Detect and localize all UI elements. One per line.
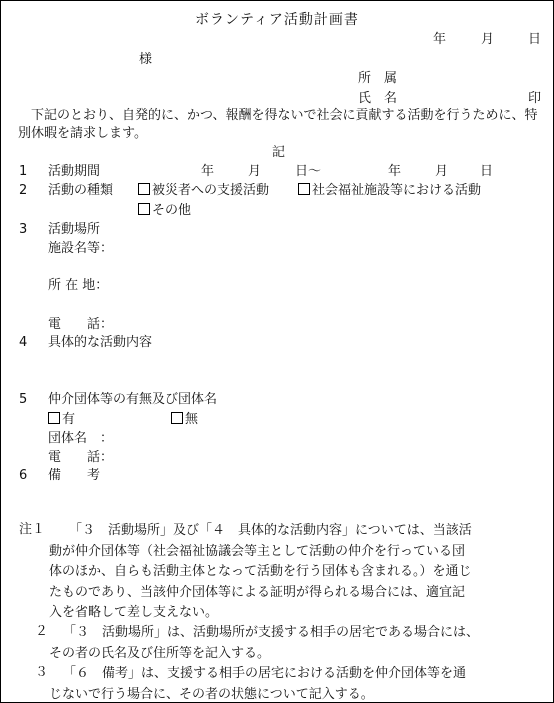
date-day-label: 日 xyxy=(528,32,542,47)
affiliation-label: 所 属 xyxy=(358,71,398,86)
intro-paragraph: 下記のとおり、自発的に、かつ、報酬を得ないで社会に貢献する活動を行うために、特別休暇を請求します。 xyxy=(18,108,538,141)
item-number: 2 xyxy=(19,183,28,198)
date-year-label: 年 xyxy=(433,32,447,47)
intermediary-no[interactable]: 無 xyxy=(171,411,198,429)
period-label: 活動期間 xyxy=(48,164,101,179)
remarks-label: 備 考 xyxy=(48,468,101,483)
group-phone-label: 電 話： xyxy=(48,450,114,465)
item-number: 6 xyxy=(19,468,28,483)
addressee-suffix: 様 xyxy=(139,52,153,67)
facility-field-label: 施設名等： xyxy=(48,241,114,256)
checkbox-icon[interactable] xyxy=(138,183,150,195)
note-number: ３ xyxy=(35,665,49,680)
note-number: 注１ xyxy=(19,522,46,537)
period-day-to: 日 xyxy=(480,164,494,179)
period-year-to: 年 xyxy=(388,164,402,179)
note-2-text: 「３ 活動場所」は、活動場所が支援する相手の居宅である場合には、 その者の氏名及び住所等を記入する。 xyxy=(49,625,480,661)
note-1-text: 「３ 活動場所」及び「４ 具体的な活動内容」については、当該活 動が仲介団体等（社会福祉協議会等主として活動の仲介を行っている団 体のほか、自らも活動主体となって活動を行う団体も含まれる。）を通じ たものであり、当該仲介団体等による証明が得られる場合には、適宜記 入を省略して差し支えない。 xyxy=(49,523,472,620)
group-name-label: 団体名 ： xyxy=(48,431,114,446)
item-number: 5 xyxy=(19,392,28,407)
checkbox-icon[interactable] xyxy=(298,183,310,195)
period-year-from: 年 xyxy=(201,164,215,179)
type-option-disaster[interactable]: 被災者への支援活動 xyxy=(138,182,269,200)
checkbox-icon[interactable] xyxy=(171,412,183,424)
note-3-text: 「６ 備考」は、支援する相手の居宅における活動を仲介団体等を通 じないで行う場合に、その者の状態について記入する。 xyxy=(49,666,467,702)
type-option-welfare[interactable]: 社会福祉施設等における活動 xyxy=(298,182,481,200)
checkbox-icon[interactable] xyxy=(48,412,60,424)
intermediary-label: 仲介団体等の有無及び団体名 xyxy=(48,392,218,407)
item-number: 3 xyxy=(19,222,28,237)
seal-mark: 印 xyxy=(528,91,542,106)
intermediary-yes[interactable]: 有 xyxy=(48,411,75,429)
item-number: 1 xyxy=(19,164,28,179)
period-day-from: 日〜 xyxy=(295,164,322,179)
date-month-label: 月 xyxy=(481,32,495,47)
note-number: ２ xyxy=(35,624,49,639)
item-number: 4 xyxy=(19,335,28,350)
form-title: ボランティア活動計画書 xyxy=(195,12,359,28)
address-field-label: 所 在 地： xyxy=(48,278,109,293)
checkbox-icon[interactable] xyxy=(138,203,150,215)
period-month-to: 月 xyxy=(435,164,449,179)
type-label: 活動の種類 xyxy=(48,183,114,198)
phone-field-label: 電 話： xyxy=(48,317,114,332)
content-label: 具体的な活動内容 xyxy=(48,335,153,350)
ki-mark: 記 xyxy=(272,145,286,160)
type-option-other[interactable]: その他 xyxy=(138,202,191,220)
period-month-from: 月 xyxy=(248,164,262,179)
name-label: 氏 名 xyxy=(358,91,398,106)
place-label: 活動場所 xyxy=(48,222,101,237)
